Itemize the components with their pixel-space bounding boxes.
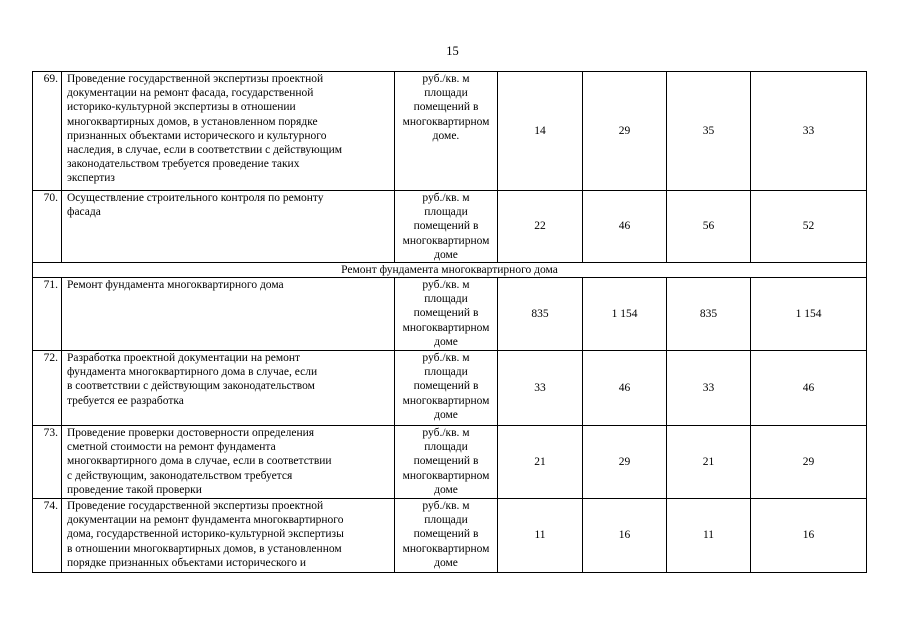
description-line: требуется ее разработка	[67, 394, 184, 407]
row-unit	[395, 191, 498, 263]
row-value: 29	[583, 426, 667, 499]
row-value: 835	[667, 278, 751, 351]
unit-line: многоквартирном	[402, 469, 490, 482]
row-unit	[395, 499, 498, 573]
unit-line: площади	[424, 514, 468, 527]
row-unit	[395, 72, 498, 191]
description-line: историко-культурной экспертизы в отношении	[67, 101, 296, 114]
description-line: документации на ремонт фундамента многоквартирного	[67, 514, 344, 527]
row-value: 52	[751, 191, 867, 263]
unit-line: помещений в	[413, 528, 479, 541]
row-value: 46	[583, 351, 667, 426]
row-description	[62, 191, 395, 263]
unit-line: помещений в	[413, 220, 479, 233]
unit-line: руб./кв. м	[422, 352, 470, 365]
unit-line: площади	[424, 293, 468, 306]
unit-line: доме	[434, 248, 458, 261]
row-description	[62, 351, 395, 426]
description-line: признанных объектами исторического и культурного	[67, 129, 327, 142]
table-row	[33, 499, 867, 573]
unit-line: доме	[434, 408, 458, 421]
unit-line: помещений в	[413, 101, 479, 114]
row-value: 11	[498, 499, 583, 573]
row-value: 33	[667, 351, 751, 426]
row-description	[62, 499, 395, 573]
row-value: 21	[667, 426, 751, 499]
unit-line: руб./кв. м	[422, 73, 470, 85]
unit-line: помещений в	[413, 380, 479, 393]
unit-line: доме.	[432, 129, 460, 142]
row-unit	[395, 426, 498, 499]
description-line: проведение такой проверки	[67, 483, 202, 496]
unit-line: доме	[434, 335, 458, 348]
description-line: Осуществление строительного контроля по ремонту	[67, 192, 324, 204]
description-line: порядке признанных объектами исторического и	[67, 556, 307, 569]
unit-line: площади	[424, 87, 468, 100]
description-line: фундамента многоквартирного дома в случае, если	[67, 366, 318, 379]
unit-line: многоквартирном	[402, 394, 490, 407]
row-number: 72.	[33, 351, 62, 426]
unit-line: многоквартирном	[402, 115, 490, 128]
description-line: сметной стоимости на ремонт фундамента	[67, 441, 276, 454]
row-value: 835	[498, 278, 583, 351]
row-value: 35	[667, 72, 751, 191]
row-value: 21	[498, 426, 583, 499]
unit-line: многоквартирном	[402, 321, 490, 334]
description-line: документации на ремонт фасада, государственной	[67, 87, 314, 100]
row-number: 73.	[33, 426, 62, 499]
unit-line: руб./кв. м	[422, 427, 470, 440]
tariff-table	[32, 71, 867, 573]
row-description	[62, 278, 395, 351]
row-value: 33	[751, 72, 867, 191]
unit-line: доме	[434, 483, 458, 496]
unit-line: помещений в	[413, 455, 479, 468]
description-line: многоквартирных домов, в установленном порядке	[67, 115, 318, 128]
description-line: экспертиз	[67, 172, 115, 185]
row-value: 16	[583, 499, 667, 573]
row-value: 29	[583, 72, 667, 191]
table-row	[33, 351, 867, 426]
table-body	[33, 72, 867, 573]
table-row	[33, 191, 867, 263]
row-unit	[395, 351, 498, 426]
table-row	[33, 426, 867, 499]
unit-line: площади	[424, 366, 468, 379]
table-row	[33, 278, 867, 351]
description-line: дома, государственной историко-культурной экспертизы	[67, 528, 344, 541]
row-value: 1 154	[751, 278, 867, 351]
unit-line: руб./кв. м	[422, 279, 470, 292]
row-value: 56	[667, 191, 751, 263]
description-line: Ремонт фундамента многоквартирного дома	[67, 279, 284, 292]
row-number: 70.	[33, 191, 62, 263]
unit-line: площади	[424, 206, 468, 219]
row-value: 1 154	[583, 278, 667, 351]
page-number: 15	[446, 44, 459, 58]
description-line: Проведение государственной экспертизы проектной	[67, 500, 324, 513]
description-line: наследия, в случае, если в соответствии с действующим	[67, 144, 343, 157]
unit-line: многоквартирном	[402, 234, 490, 247]
unit-line: площади	[424, 441, 468, 454]
row-value: 22	[498, 191, 583, 263]
description-line: в отношении многоквартирных домов, в установленном	[67, 542, 342, 555]
row-value: 14	[498, 72, 583, 191]
description-line: с действующим, законодательством требуется	[67, 469, 293, 482]
row-number: 69.	[33, 72, 62, 191]
description-line: фасада	[67, 206, 101, 219]
row-value: 11	[667, 499, 751, 573]
description-line: Проведение государственной экспертизы проектной	[67, 73, 324, 85]
row-description	[62, 426, 395, 499]
row-value: 33	[498, 351, 583, 426]
row-value: 16	[751, 499, 867, 573]
unit-line: многоквартирном	[402, 542, 490, 555]
description-line: законодательством требуется проведение таких	[67, 158, 300, 171]
row-value: 29	[751, 426, 867, 499]
section-title: Ремонт фундамента многоквартирного дома	[33, 263, 867, 278]
row-number: 74.	[33, 499, 62, 573]
description-line: Проведение проверки достоверности определения	[67, 427, 315, 440]
row-number: 71.	[33, 278, 62, 351]
description-line: многоквартирного дома в случае, если в соответствии	[67, 455, 332, 468]
description-line: в соответствии с действующим законодательством	[67, 380, 315, 393]
row-description	[62, 72, 395, 191]
unit-line: помещений в	[413, 307, 479, 320]
unit-line: доме	[434, 556, 458, 569]
description-line: Разработка проектной документации на ремонт	[67, 352, 301, 365]
unit-line: руб./кв. м	[422, 192, 470, 204]
row-value: 46	[583, 191, 667, 263]
row-value: 46	[751, 351, 867, 426]
row-unit	[395, 278, 498, 351]
table-row	[33, 72, 867, 191]
unit-line: руб./кв. м	[422, 500, 470, 513]
section-row	[33, 263, 867, 278]
